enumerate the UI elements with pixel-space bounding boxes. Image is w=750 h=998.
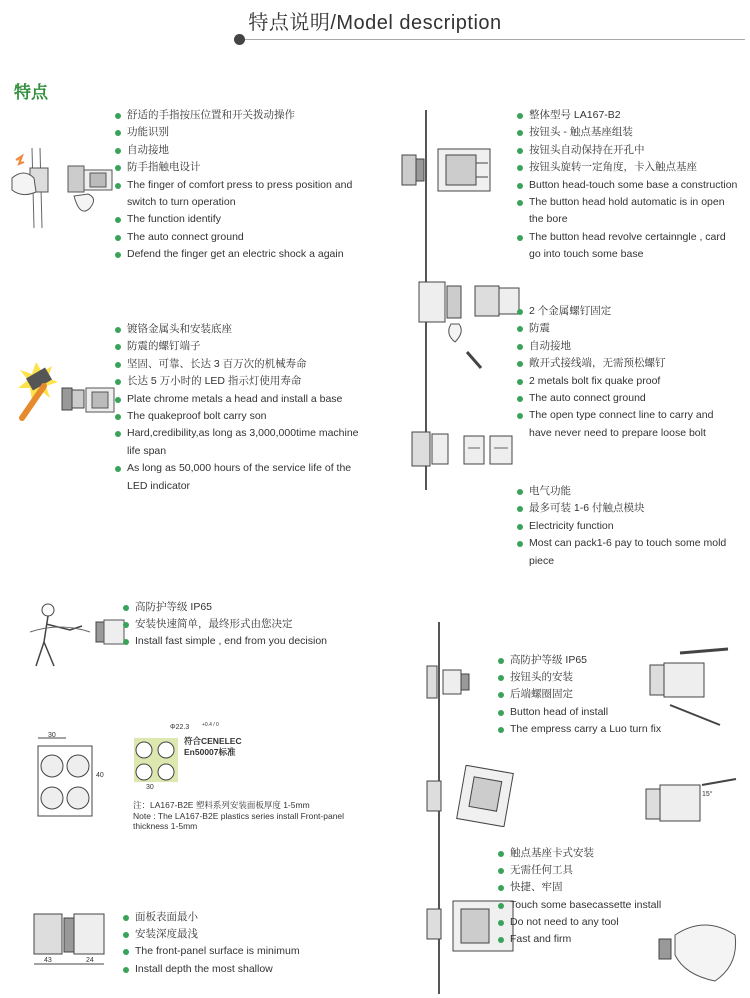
dim-30-bottom: 30 xyxy=(146,784,154,791)
dim-40: 40 xyxy=(96,772,104,779)
feature-item: 安装快速简单，最终形式由您决定 xyxy=(123,616,373,633)
feature-list-ip65-install xyxy=(123,599,373,651)
feature-item: 防手指触电设计 xyxy=(115,159,365,176)
shallow-depth-drawing xyxy=(30,910,120,975)
title-divider-dot xyxy=(234,34,245,45)
finger-guard-illustration xyxy=(10,148,118,230)
cenelec-cutout-drawing xyxy=(130,722,280,797)
feature-item: 电气功能 xyxy=(517,483,739,500)
contact-module-drawing xyxy=(410,428,520,470)
feature-item: Install fast simple , end from you decision xyxy=(123,633,373,650)
feature-item: Hard,credibility,as long as 3,000,000time machine life span xyxy=(115,425,365,460)
feature-list-structure xyxy=(517,107,739,264)
feature-list-mounting xyxy=(517,303,739,442)
feature-item: Most can pack1-6 pay to touch some mold piece xyxy=(517,535,739,570)
feature-item: The button head revolve certainngle , card go into touch some base xyxy=(517,229,739,264)
feature-list-cassette xyxy=(498,845,678,948)
feature-item: 按钮头 - 触点基座组装 xyxy=(517,124,739,141)
feature-item: Touch some basecassette install xyxy=(498,897,678,914)
feature-item: Do not need to any tool xyxy=(498,914,678,931)
feature-item: 最多可装 1-6 付触点模块 xyxy=(517,500,739,517)
feature-item: 触点基座卡式安装 xyxy=(498,845,678,862)
feature-item: The quakeproof bolt carry son xyxy=(115,408,365,425)
feature-item: 敞开式接线端，无需预松螺钉 xyxy=(517,355,739,372)
dim-24: 24 xyxy=(86,957,94,964)
feature-item: Button head of install xyxy=(498,704,668,721)
dim-43: 43 xyxy=(44,957,52,964)
hammer-illustration xyxy=(8,358,116,430)
feature-item: 整体型号 LA167-B2 xyxy=(517,107,739,124)
metal-bolt-fix-drawing xyxy=(415,272,525,372)
feature-item: 无需任何工具 xyxy=(498,862,678,879)
feature-item: 按钮头旋转一定角度，卡入触点基座 xyxy=(517,159,739,176)
feature-item: The empress carry a Luo turn fix xyxy=(498,721,668,738)
feature-item: 坚固、可靠、长达 3 百万次的机械寿命 xyxy=(115,356,365,373)
operator-illustration xyxy=(30,602,130,668)
feature-list-durability xyxy=(115,321,365,495)
dim-30-top: 30 xyxy=(48,732,56,739)
feature-item: 镀铬金属头和安装底座 xyxy=(115,321,365,338)
panel-cutout-drawing xyxy=(30,732,110,822)
feature-item: The front-panel surface is minimum xyxy=(123,943,373,960)
feature-item: 快捷、牢固 xyxy=(498,879,678,896)
feature-item: As long as 50,000 hours of the service life of the LED indicator xyxy=(115,460,365,495)
button-head-install-drawing xyxy=(425,662,475,702)
panel-thickness-note: 注：LA167-B2E 塑料系列安装面板厚度 1-5mm Note : The LA167-B2E plastics series install Front-panel thickness 1-5mm xyxy=(133,800,345,831)
page-title: 特点说明/Model description xyxy=(248,12,502,34)
rotate-15-drawing xyxy=(640,775,740,835)
feature-list-electrical xyxy=(517,483,739,570)
feature-item: 后端螺圈固定 xyxy=(498,686,668,703)
feature-item: The open type connect line to carry and have never need to prepare loose bolt xyxy=(517,407,739,442)
feature-item: 舒适的手指按压位置和开关拨动操作 xyxy=(115,107,365,124)
feature-item: Install depth the most shallow xyxy=(123,961,373,978)
feature-item: Button head-touch some base a construction xyxy=(517,177,739,194)
feature-item: 自动接地 xyxy=(115,142,365,159)
feature-item: The function identify xyxy=(115,211,365,228)
feature-item: Plate chrome metals a head and install a base xyxy=(115,391,365,408)
feature-item: 按钮头的安装 xyxy=(498,669,668,686)
feature-item: The auto connect ground xyxy=(517,390,739,407)
feature-item: 防震的螺钉端子 xyxy=(115,338,365,355)
feature-item: 高防护等级 IP65 xyxy=(498,652,668,669)
feature-item: 功能识别 xyxy=(115,124,365,141)
hand-press-drawing xyxy=(655,915,740,985)
feature-item: 按钮头自动保持在开孔中 xyxy=(517,142,739,159)
feature-list-ergonomics xyxy=(115,107,365,264)
feature-item: Fast and firm xyxy=(498,931,678,948)
feature-item: 2 metals bolt fix quake proof xyxy=(517,373,739,390)
title-divider xyxy=(240,39,745,40)
feature-item: Defend the finger get an electric shock a again xyxy=(115,246,365,263)
feature-item: 防震 xyxy=(517,320,739,337)
feature-item: The finger of comfort press to press position and switch to turn operation xyxy=(115,177,365,212)
feature-item: Electricity function xyxy=(517,518,739,535)
button-head-assembly-drawing xyxy=(398,145,498,195)
feature-list-shallow xyxy=(123,909,373,978)
feature-item: The button head hold automatic is in open the bore xyxy=(517,194,739,229)
feature-item: 面板表面最小 xyxy=(123,909,373,926)
feature-item: 2 个金属螺钉固定 xyxy=(517,303,739,320)
screwdriver-install-drawing xyxy=(640,645,740,737)
feature-item: 高防护等级 IP65 xyxy=(123,599,373,616)
feature-item: 自动接地 xyxy=(517,338,739,355)
cenelec-line2: En50007标准 xyxy=(184,747,236,757)
contact-base-drawing xyxy=(425,765,520,827)
angle-label: 15° xyxy=(702,791,713,798)
feature-item: 安装深度最浅 xyxy=(123,926,373,943)
cenelec-line1: 符合CENELEC xyxy=(184,736,242,746)
section-heading: 特点 xyxy=(14,83,48,102)
dim-22: Φ22.3 xyxy=(170,724,190,731)
feature-item: 长达 5 万小时的 LED 指示灯使用寿命 xyxy=(115,373,365,390)
dim-22-tolerance: +0.4 / 0 xyxy=(202,722,219,728)
feature-item: The auto connect ground xyxy=(115,229,365,246)
